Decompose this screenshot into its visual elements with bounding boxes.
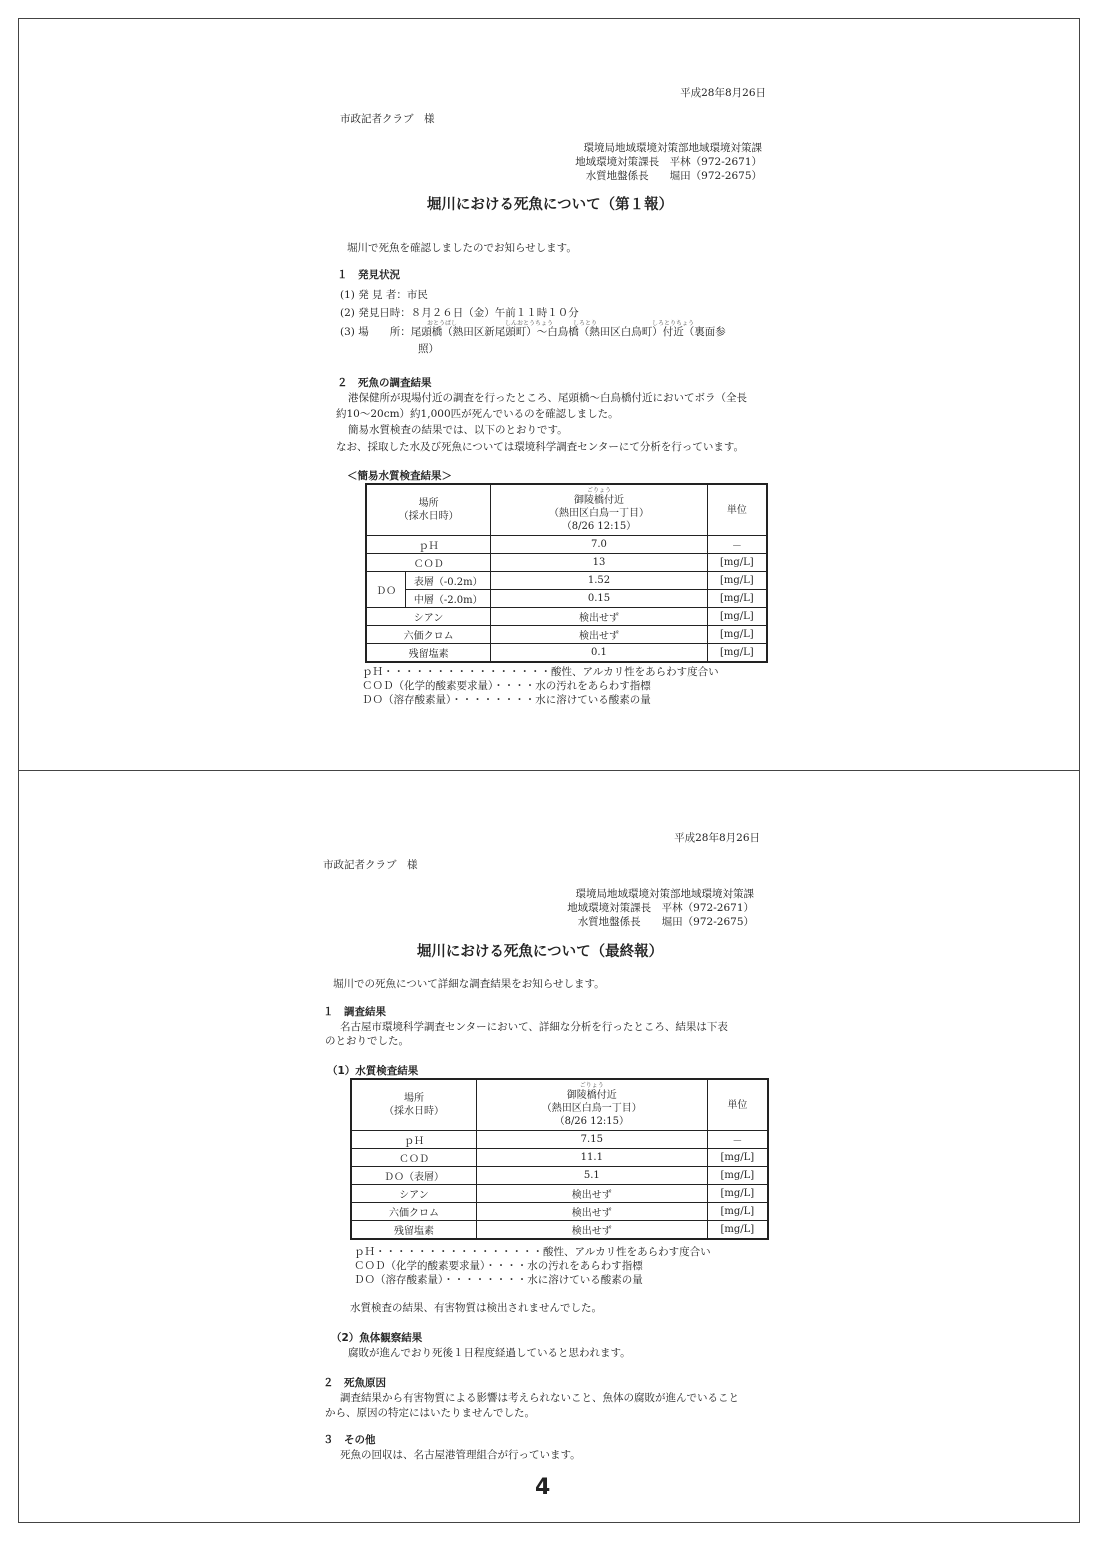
table-row: [366, 644, 767, 663]
row-label: 残留塩素: [366, 644, 491, 663]
row-unit: [mg/L]: [707, 608, 767, 626]
row-unit: [mg/L]: [707, 1185, 768, 1203]
row-value: 11.1: [476, 1149, 707, 1167]
report1-ruby-shinotocho: しんおとうちょう: [505, 320, 554, 327]
row-value: 7.0: [491, 536, 708, 554]
report1-water-quality-table: [365, 483, 768, 663]
row-unit: [mg/L]: [707, 1221, 768, 1240]
site-ruby: ごりょう: [586, 486, 611, 494]
report1-note-cod: ＣＯＤ（化学的酸素要求量）・・・・水の汚れをあらわす指標: [362, 680, 651, 692]
report1-item-finder: (1) 発 見 者：市民: [340, 289, 428, 301]
row-label: 残留塩素: [351, 1221, 476, 1240]
row-label: 六価クロム: [366, 626, 491, 644]
table-header-unit: 単位: [707, 484, 767, 536]
row-unit: －: [707, 536, 767, 554]
row-label: 中層（-2.0m）: [406, 590, 491, 608]
report1-note-ph: ｐＨ・・・・・・・・・・・・・・・・酸性、アルカリ性をあらわす度合い: [362, 666, 719, 678]
row-value: 検出せず: [476, 1203, 707, 1221]
row-label: ｐＨ: [366, 536, 491, 554]
row-unit: [mg/L]: [707, 590, 767, 608]
site-ruby: ごりょう: [579, 1081, 604, 1089]
report1-section1-heading: １ 発見状況: [337, 269, 400, 281]
table-row: [366, 590, 767, 608]
table-row: [366, 608, 767, 626]
row-value: 0.1: [491, 644, 708, 663]
report1-item-datetime: (2) 発見日時：８月２６日（金）午前１１時１０分: [340, 307, 579, 319]
report2-sender-dept: 環境局地域環境対策部地域環境対策課: [575, 888, 754, 900]
header-date-label: （採水日時）: [398, 511, 459, 522]
report2-fish-observation: 腐敗が進んでおり死後１日程度経過していると思われます。: [348, 1347, 631, 1359]
report1-addressee: 市政記者クラブ 様: [340, 113, 435, 125]
table-row: [351, 1185, 768, 1203]
site-name: 御陵橋付近: [573, 494, 624, 506]
table-row: [351, 1203, 768, 1221]
report2-addressee: 市政記者クラブ 様: [323, 859, 418, 871]
report1-finding-line4: なお、採取した水及び死魚については環境科学調査センターにて分析を行っています。: [336, 441, 745, 453]
row-unit: [mg/L]: [707, 644, 767, 663]
report1-sender-staff: 水質地盤係長 堀田（972-2675）: [585, 170, 762, 182]
row-label: シアン: [351, 1185, 476, 1203]
report2-date: 平成28年8月26日: [674, 832, 760, 844]
table-row: [351, 1221, 768, 1240]
table-header-row: [366, 484, 767, 536]
report1-finding-line1: 港保健所が現場付近の調査を行ったところ、尾頭橋～白鳥橋付近においてボラ（全長: [348, 392, 747, 404]
report1-finding-line2: 約10～20cm）約1,000匹が死んでいるのを確認しました。: [336, 408, 619, 420]
row-label: ＤＯ（表層）: [351, 1167, 476, 1185]
row-value: 検出せず: [491, 626, 708, 644]
report2-title: 堀川における死魚について（最終報）: [416, 944, 664, 960]
row-label: シアン: [366, 608, 491, 626]
row-value: 13: [491, 554, 708, 572]
table-row: [366, 536, 767, 554]
row-label: 六価クロム: [351, 1203, 476, 1221]
row-label: ｐＨ: [351, 1131, 476, 1149]
report2-note-ph: ｐＨ・・・・・・・・・・・・・・・・酸性、アルカリ性をあらわす度合い: [354, 1246, 711, 1258]
row-label: ＣＯＤ: [366, 554, 491, 572]
row-value: 検出せず: [476, 1185, 707, 1203]
table-row: [366, 626, 767, 644]
row-value: 5.1: [476, 1167, 707, 1185]
report1-intro: 堀川で死魚を確認しましたのでお知らせします。: [347, 242, 577, 254]
table-header-place: [351, 1079, 476, 1131]
report2-intro: 堀川での死魚について詳細な調査結果をお知らせします。: [333, 978, 605, 990]
header-place-label: 場所: [418, 498, 439, 509]
report1-date: 平成28年8月26日: [680, 87, 766, 99]
page-number: 4: [535, 1475, 551, 1500]
report1-table-title: ＜簡易水質検査結果＞: [347, 470, 452, 482]
report1-finding-line3: 簡易水質検査の結果では、以下のとおりです。: [348, 424, 568, 436]
row-value: 1.52: [491, 572, 708, 590]
report2-section3-heading: ３ その他: [323, 1434, 376, 1446]
table-row: [351, 1149, 768, 1167]
report-divider: [18, 770, 1080, 771]
site-time: （8/26 12:15）: [554, 1115, 630, 1127]
report1-note-do: ＤＯ（溶存酸素量）・・・・・・・・水に溶けている酸素の量: [362, 694, 651, 706]
report1-sender-chief: 地域環境対策課長 平林（972-2671）: [575, 156, 762, 168]
header-place-label: 場所: [403, 1093, 424, 1104]
table-header-site: [476, 1079, 707, 1131]
table-header-row: [351, 1079, 768, 1131]
report1-item-place: (3) 場 所：尾頭橋（熱田区新尾頭町）～白鳥橋（熱田区白鳥町）付近（裏面参: [340, 326, 726, 338]
row-unit: [mg/L]: [707, 1149, 768, 1167]
report2-section2-heading: ２ 死魚原因: [323, 1377, 386, 1389]
report2-water-result: 水質検査の結果、有害物質は検出されませんでした。: [350, 1302, 602, 1314]
table-row: [366, 572, 767, 590]
report2-sender-chief: 地域環境対策課長 平林（972-2671）: [567, 902, 754, 914]
row-group-do: ＤＯ: [366, 572, 406, 608]
report1-title: 堀川における死魚について（第１報）: [426, 197, 674, 213]
site-address: （熱田区白鳥一丁目）: [541, 1102, 642, 1114]
report2-note-cod: ＣＯＤ（化学的酸素要求量）・・・・水の汚れをあらわす指標: [354, 1260, 643, 1272]
row-unit: [mg/L]: [707, 626, 767, 644]
report2-section1-heading: １ 調査結果: [323, 1006, 386, 1018]
report2-result-line2: のとおりでした。: [325, 1035, 409, 1047]
report2-sub2-heading: （2）魚体観察結果: [331, 1332, 423, 1344]
row-value: 7.15: [476, 1131, 707, 1149]
report1-ruby-otobashi: おとうばし: [427, 320, 458, 327]
table-header-site: [491, 484, 708, 536]
report2-cause-line1: 調査結果から有害物質による影響は考えられないこと、魚体の腐敗が進んでいること: [340, 1392, 739, 1404]
report1-ruby-shirotori: しろとり: [573, 320, 598, 327]
row-unit: [mg/L]: [707, 1167, 768, 1185]
table-header-unit: 単位: [707, 1079, 768, 1131]
report1-item-place-cont: 照）: [418, 343, 439, 355]
row-label: ＣＯＤ: [351, 1149, 476, 1167]
report1-ruby-shirotoricho: しろとりちょう: [652, 320, 695, 327]
row-unit: －: [707, 1131, 768, 1149]
row-value: 0.15: [491, 590, 708, 608]
report2-sender-staff: 水質地盤係長 堀田（972-2675）: [577, 916, 754, 928]
site-time: （8/26 12:15）: [561, 520, 637, 532]
report2-sub1-heading: （1）水質検査結果: [327, 1065, 419, 1077]
report1-section2-heading: ２ 死魚の調査結果: [337, 377, 432, 389]
table-header-place: [366, 484, 491, 536]
table-row: [351, 1167, 768, 1185]
report2-cause-line2: から、原因の特定にはいたりませんでした。: [325, 1407, 535, 1419]
row-value: 検出せず: [476, 1221, 707, 1240]
row-label: 表層（-0.2m）: [406, 572, 491, 590]
table-row: [351, 1131, 768, 1149]
report2-note-do: ＤＯ（溶存酸素量）・・・・・・・・水に溶けている酸素の量: [354, 1274, 643, 1286]
report2-result-line1: 名古屋市環境科学調査センターにおいて、詳細な分析を行ったところ、結果は下表: [340, 1021, 728, 1033]
row-unit: [mg/L]: [707, 572, 767, 590]
report2-water-quality-table: [350, 1078, 769, 1240]
header-date-label: （採水日時）: [383, 1106, 444, 1117]
row-value: 検出せず: [491, 608, 708, 626]
row-unit: [mg/L]: [707, 554, 767, 572]
table-row: [366, 554, 767, 572]
site-address: （熱田区白鳥一丁目）: [548, 507, 649, 519]
site-name: 御陵橋付近: [566, 1089, 617, 1101]
report1-sender-dept: 環境局地域環境対策部地域環境対策課: [583, 142, 762, 154]
row-unit: [mg/L]: [707, 1203, 768, 1221]
report2-other-text: 死魚の回収は、名古屋港管理組合が行っています。: [340, 1449, 581, 1461]
